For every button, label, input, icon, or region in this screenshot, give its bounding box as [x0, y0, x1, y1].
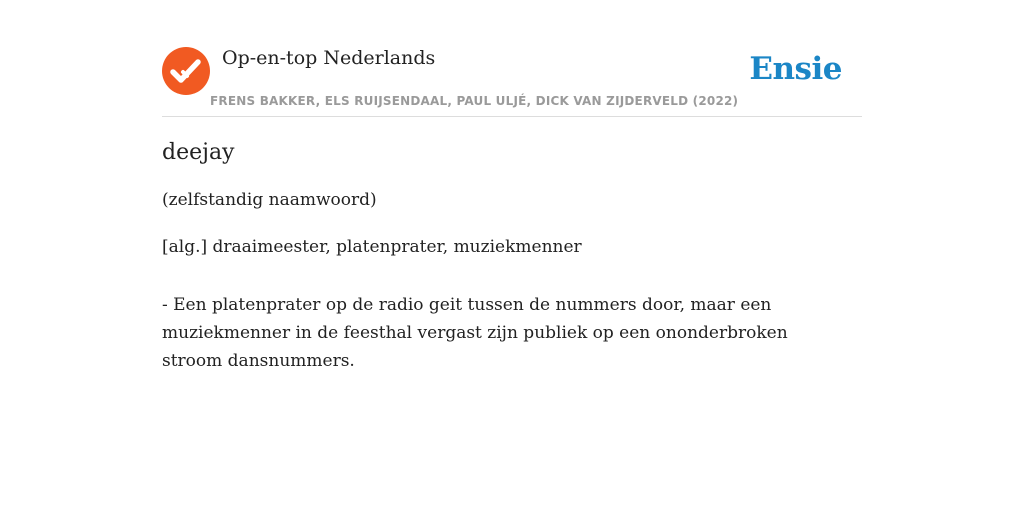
- source-authors: FRENS BAKKER, ELS RUIJSENDAAL, PAUL ULJÉ, DICK VAN ZIJDERVELD (2022): [210, 94, 739, 108]
- entry-headword: deejay: [162, 140, 235, 165]
- entry-content: [162, 138, 852, 375]
- synonym-list: [alg.] draaimeester, platenprater, muziekmenner: [162, 237, 582, 257]
- source-logo: [162, 47, 210, 95]
- brand-logo[interactable]: Ensie: [749, 51, 842, 87]
- part-of-speech: (zelfstandig naamwoord): [162, 190, 377, 210]
- example-sentence: - Een platenprater op de radio geit tussen de nummers door, maar een muziekmenner in de feesthal vergast zijn publiek op een ononderbroken stroom dansnummers.: [162, 295, 788, 371]
- source-header: [162, 0, 862, 117]
- source-title[interactable]: Op-en-top Nederlands: [222, 47, 436, 69]
- checkmark-icon: [162, 47, 210, 95]
